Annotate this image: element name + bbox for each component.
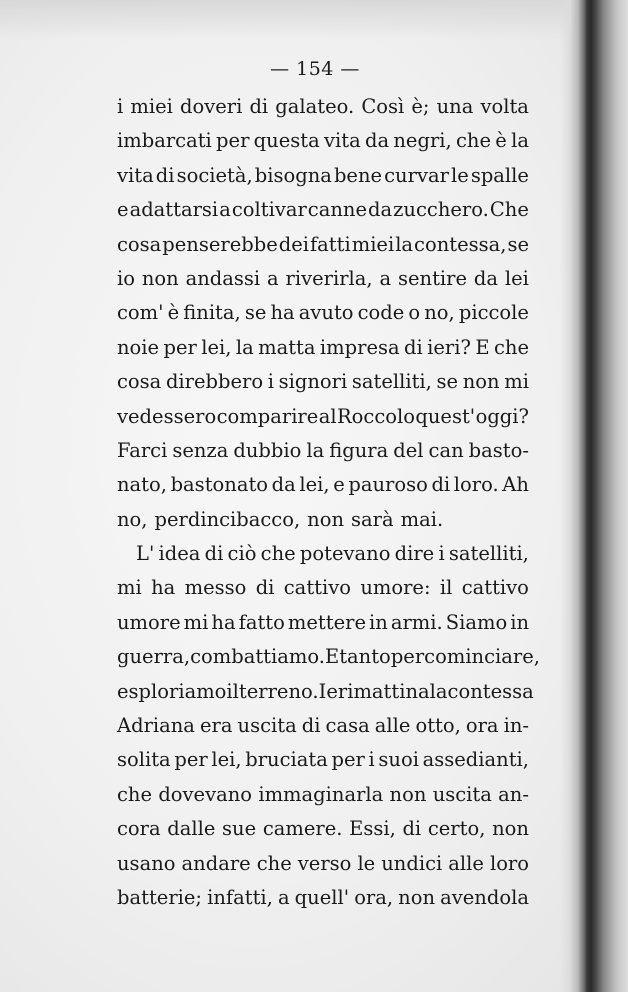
word: uscita [237, 714, 297, 738]
word: cattivo [283, 576, 351, 600]
word: che [256, 851, 292, 875]
word: le [450, 163, 469, 187]
word: vedessero [117, 404, 217, 428]
word: senza [172, 438, 229, 462]
text-line [117, 468, 529, 502]
word: al [318, 404, 337, 428]
word: lei [504, 266, 529, 290]
word: spalle [470, 163, 529, 187]
word: di [204, 542, 224, 566]
word: non [389, 782, 427, 806]
word: galateo. [275, 95, 355, 118]
word: batterie; [117, 885, 202, 909]
word: il [439, 576, 453, 600]
text-line [117, 778, 529, 812]
word: no, [424, 301, 455, 325]
word: mettere [287, 610, 367, 634]
word: Che [489, 198, 529, 222]
word: mi [183, 610, 209, 634]
text-line [117, 365, 529, 399]
word: alle [448, 851, 484, 875]
word: assedianti, [422, 748, 529, 772]
text-line [117, 262, 529, 296]
word: mai. [400, 507, 444, 531]
word: i [438, 542, 445, 566]
word: undici [381, 851, 443, 875]
word: i [267, 370, 274, 394]
word: la [235, 335, 254, 359]
word: non [462, 370, 500, 394]
word: mi [504, 370, 529, 394]
word: la [395, 232, 414, 256]
word: ora, [354, 885, 394, 909]
word: ciò [227, 542, 257, 566]
text-line [117, 90, 529, 124]
text-line [117, 709, 529, 743]
word: sarà [351, 507, 394, 531]
word: cattivo [461, 576, 529, 600]
word: la [306, 438, 325, 462]
word: com' [117, 301, 164, 325]
word: oggi? [475, 404, 529, 428]
word: casa [325, 714, 370, 738]
word: per [174, 748, 208, 772]
word: la [429, 679, 448, 703]
text-line [117, 503, 529, 537]
word: usano [117, 851, 176, 875]
word: cominciare, [424, 645, 540, 669]
word: piccole [458, 301, 529, 325]
word: signori [278, 370, 348, 394]
word: se [244, 301, 267, 325]
word: lei, [211, 748, 242, 772]
word: immaginarla [258, 782, 384, 806]
word: figura [329, 438, 389, 462]
word: se [507, 232, 529, 256]
word: miei [130, 95, 173, 118]
word: infatti, [207, 885, 273, 909]
word: tanto [339, 645, 391, 669]
word: mattina [353, 679, 430, 703]
word: combattiamo. [190, 645, 325, 669]
word: dire [394, 542, 435, 566]
word: quest' [415, 404, 476, 428]
word: cosa [117, 232, 162, 256]
text-line [117, 847, 529, 881]
word: in [510, 610, 529, 634]
word: di [255, 576, 275, 600]
word: vita [117, 163, 154, 187]
word: sentire [397, 266, 468, 290]
word: che [117, 782, 153, 806]
word: alle [374, 714, 411, 738]
text-line [117, 124, 529, 158]
word: penserebbe [162, 232, 278, 256]
word: a [379, 266, 392, 290]
word: la [511, 129, 529, 153]
word: noie [117, 335, 160, 359]
word: idea [158, 542, 201, 566]
word: se [436, 370, 459, 394]
text-line [117, 571, 529, 605]
text-line [117, 296, 529, 330]
word: e [117, 198, 129, 222]
word: di [431, 473, 451, 497]
text-line [117, 537, 529, 571]
word: adattarsi [129, 198, 219, 222]
word: otto, [415, 714, 461, 738]
text-line [117, 331, 529, 365]
word: Così [361, 95, 405, 118]
word: nato, [117, 473, 167, 497]
word: di [402, 817, 422, 841]
word: bene [333, 163, 383, 187]
word: contessa [447, 679, 534, 703]
word: satelliti, [351, 370, 432, 394]
text-line [117, 193, 529, 227]
word: guerra, [117, 645, 191, 669]
word: non [307, 507, 345, 531]
word: a [219, 198, 231, 222]
word: le [357, 851, 376, 875]
word: ha [211, 610, 236, 634]
word: cosa [117, 370, 162, 394]
word: miei [351, 232, 395, 256]
word: una [436, 95, 474, 118]
word: L' [136, 542, 155, 566]
word: E [324, 645, 340, 669]
word: armi. [390, 610, 443, 634]
text-line [117, 675, 534, 709]
word: camere. [262, 817, 343, 841]
word: can [428, 438, 464, 462]
word: era [199, 714, 233, 738]
word: di [301, 714, 321, 738]
page-number-label: — 154 — [270, 58, 360, 80]
word: an- [498, 782, 529, 806]
word: per [390, 645, 425, 669]
word: e [333, 473, 345, 497]
word: per [216, 129, 250, 153]
word: questa [253, 129, 320, 153]
text-line [117, 881, 529, 915]
word: loro. [453, 473, 499, 497]
word: verso [297, 851, 352, 875]
word: dei [278, 232, 309, 256]
word: certo, [427, 817, 486, 841]
word: andare [181, 851, 251, 875]
word: satelliti, [448, 542, 529, 566]
word: da [271, 473, 296, 497]
word: fatti [309, 232, 351, 256]
word: contessa, [414, 232, 507, 256]
word: ha [270, 301, 295, 325]
word: ora [465, 714, 499, 738]
word: basto- [468, 438, 529, 462]
word: cora [117, 817, 161, 841]
word: che [260, 542, 296, 566]
word: bastonato [170, 473, 269, 497]
word: di [155, 163, 175, 187]
word: fatto [238, 610, 285, 634]
word: per [163, 335, 197, 359]
word: da [364, 129, 390, 153]
word: lei, [201, 335, 232, 359]
word: di [249, 95, 269, 118]
word: bisogna [254, 163, 332, 187]
word: è; [411, 95, 430, 118]
word: suoi [378, 748, 419, 772]
word: che [493, 335, 529, 359]
word: a [267, 266, 279, 290]
text-line [117, 400, 529, 434]
word: canne [307, 198, 368, 222]
word: sue [222, 817, 257, 841]
word: in- [503, 714, 529, 738]
word: dovevano [158, 782, 253, 806]
word: non [492, 817, 529, 841]
word: Ah [502, 473, 529, 497]
text-line [117, 743, 529, 777]
page-top-shadow [0, 0, 628, 40]
text-line [117, 606, 529, 640]
word: andassi [185, 266, 261, 290]
word: ieri? [427, 335, 471, 359]
text-line [117, 159, 529, 193]
word: da [368, 198, 393, 222]
word: del [393, 438, 424, 462]
word: Adriana [117, 714, 195, 738]
word: dubbio [233, 438, 302, 462]
page-number [0, 58, 628, 80]
text-line [117, 228, 529, 262]
word: direbbero [165, 370, 264, 394]
word: zucchero. [393, 198, 489, 222]
text-line [117, 640, 540, 674]
word: volta [480, 95, 529, 118]
word: il [226, 679, 239, 703]
word: no, [117, 507, 148, 531]
word: comparire [216, 404, 319, 428]
word: i [117, 95, 124, 118]
word: uscita [432, 782, 492, 806]
word: Siamo [445, 610, 508, 634]
word: finita, [183, 301, 241, 325]
word: vita [324, 129, 361, 153]
word: imbarcati [117, 129, 212, 153]
word: di [404, 335, 423, 359]
word: dalle [167, 817, 216, 841]
text-line [117, 434, 529, 468]
word: bruciata [245, 748, 328, 772]
word: lei, [299, 473, 330, 497]
word: è [495, 129, 507, 153]
word: messo [184, 576, 247, 600]
word: o [408, 301, 421, 325]
word: per [331, 748, 365, 772]
word: i [368, 748, 375, 772]
word: non [398, 885, 436, 909]
word: Roccolo [336, 404, 415, 428]
word: io [117, 266, 135, 290]
word: umore [117, 610, 181, 634]
book-binding-gutter [560, 0, 628, 992]
body-text [117, 90, 540, 915]
word: Ieri [318, 679, 354, 703]
word: mi [117, 576, 142, 600]
word: doveri [179, 95, 243, 118]
word: è [167, 301, 180, 325]
word: esploriamo [117, 679, 227, 703]
word: non [141, 266, 179, 290]
word: riverirla, [285, 266, 373, 290]
word: avendola [440, 885, 529, 909]
word: matta [258, 335, 316, 359]
word: società, [176, 163, 253, 187]
word: ha [151, 576, 176, 600]
word: code [357, 301, 405, 325]
word: potevano [299, 542, 391, 566]
word: quell' [294, 885, 350, 909]
word: a [277, 885, 290, 909]
word: E [475, 335, 490, 359]
word: Farci [117, 438, 168, 462]
word: pauroso [348, 473, 428, 497]
word: curvar [384, 163, 449, 187]
word: terreno. [238, 679, 319, 703]
word: in [369, 610, 388, 634]
word: umore: [360, 576, 431, 600]
word: Essi, [349, 817, 396, 841]
word: che [455, 129, 491, 153]
text-line [117, 812, 529, 846]
word: solita [117, 748, 171, 772]
word: coltivar [231, 198, 307, 222]
word: da [473, 266, 499, 290]
word: perdincibacco, [154, 507, 301, 531]
word: impresa [319, 335, 400, 359]
word: avuto [298, 301, 354, 325]
word: negri, [393, 129, 452, 153]
word: loro [489, 851, 529, 875]
